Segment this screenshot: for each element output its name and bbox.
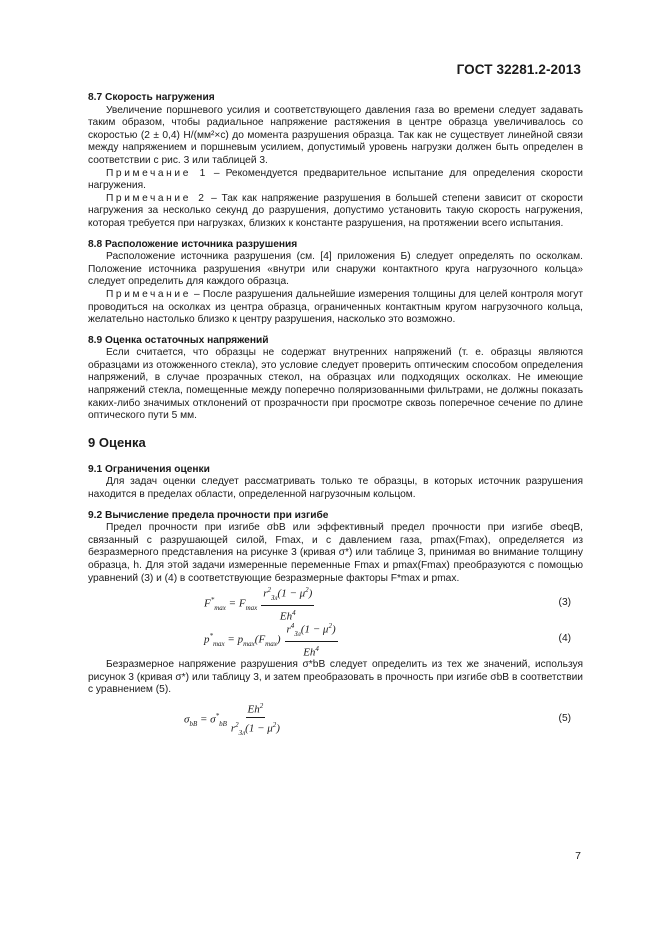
section-8-9-paragraph: Если считается, что образцы не содержат внутренних напряжений (т. е. образцы являются образцами из отожженного стекла), это условие следует проверить оптическим способом определения напряжений, в случае прозрачных стекол, на образцах или подходящих осколках. Не имеющие напряжений стекла, помещенные между поперечно поляризованными фильтрами, не должны показать каких-либо значимых отклонений от прозрачности при просмотре сквозь поперечное сечение по длине оптического пути 5 мм. (88, 347, 583, 422)
note-2 (88, 193, 583, 231)
section-9-2-paragraph-1: Предел прочности при изгибе σbB или эффективный предел прочности при изгибе σbeqB, связанный с разрушающей силой, Fmax, и с давлением газа, pmax(Fmax), определяется из безразмерного представления на рисунке 3 (кривая σ*) или таблице 3, принимая во внимание толщину образца, h. Для этой задачи измеренные переменные Fmax и pmax(Fmax) преобразуются с помощью уравнений (3) и (4) в соответствующие безразмерные факторы F*max и pmax. (88, 522, 583, 584)
equation-3-expression: $F^*_{max} = F_{max}$ $\frac{r^2_{Зл}(1 - \mu^2)}{Eh^4}$ (204, 586, 313, 623)
page-body (88, 92, 583, 739)
note-2-text: – Так как напряжение разрушения в большей степени зависит от скорости нагружения за несколько секунд до разрушения, допустимо установить такую скорость нагружения, которая требуется при нагрузках, близких к константе разрушения, на протяжении всего испытания. (88, 192, 583, 229)
note-8-8 (88, 289, 583, 327)
equation-4-number: (4) (558, 633, 571, 645)
equation-5 (88, 703, 583, 737)
section-8-8-paragraph: Расположение источника разрушения (см. [4] приложения Б) следует определять по осколкам. Положение источника разрушения «внутри или снаружи контактного круга нагрузочного кольца» следует определить для каждого образца. (88, 251, 583, 288)
section-8-8-title: 8.8 Расположение источника разрушения (88, 238, 298, 250)
note-8-8-text: – После разрушения дальнейшие измерения толщины для целей контроля могут проводиться на осколках из центра образца, ограниченных контактным кругом нагрузочного кольца, желательно настолько близко к центру разрушения, насколько это возможно. (88, 288, 583, 326)
equation-3-number: (3) (558, 597, 571, 609)
note-1-text: – Рекомендуется предварительное испытание для определения скорости нагружения. (88, 167, 583, 192)
standard-number: ГОСТ 32281.2-2013 (456, 62, 581, 77)
note-8-8-label: Примечание (106, 288, 191, 300)
section-8-9-title: 8.9 Оценка остаточных напряжений (88, 334, 269, 346)
section-8-7-paragraph: Увеличение поршневого усилия и соответствующего давления газа во времени следует задавать таким образом, чтобы радиальное напряжение растяжения в центре образца увеличивалось со скоростью (2 ± 0,4) Н/(мм²×с) до момента разрушения образца. Так как не существует линейной связи между напряжением и поршневым усилием, допустимый уровень нагрузки должен быть определен в соответствии с рис. 3 или таблицей 3. (88, 104, 583, 166)
section-9-1-paragraph: Для задач оценки следует рассматривать только те образцы, в которых источник разрушения находится в пределах области, определенной нагрузочным кольцом. (88, 476, 583, 501)
note-2-label: Примечание 2 (106, 192, 207, 204)
section-8-7-title: 8.7 Скорость нагружения (88, 92, 215, 103)
equation-5-expression: $\sigma_{bB} = \sigma^*_{bB}$ $\frac{Eh^2}{r^2_{Зл}(1 - \mu^2)}$ (184, 702, 280, 737)
note-1 (88, 168, 583, 193)
equation-5-number: (5) (558, 712, 571, 724)
equation-4 (88, 623, 583, 657)
section-9-title: 9 Оценка (88, 434, 146, 450)
section-9-2-paragraph-2: Безразмерное напряжение разрушения σ*bB следует определить из тех же значений, используя рисунок 3 (кривая σ*) или таблицу 3, и затем преобразовать в прочность при изгибе σbB в соответствии с уравнением (5). (88, 659, 583, 696)
page-number: 7 (575, 850, 581, 862)
section-9-1-title: 9.1 Ограничения оценки (88, 463, 210, 475)
section-9-2-title: 9.2 Вычисление предела прочности при изгибе (88, 509, 329, 521)
equation-3 (88, 587, 583, 621)
equation-4-expression: $p^*_{max} = p_{max}(F_{max})$ $\frac{r^4_{Зл}(1 - \mu^2)}{Eh^4}$ (204, 622, 336, 659)
note-1-label: Примечание 1 (106, 167, 208, 179)
